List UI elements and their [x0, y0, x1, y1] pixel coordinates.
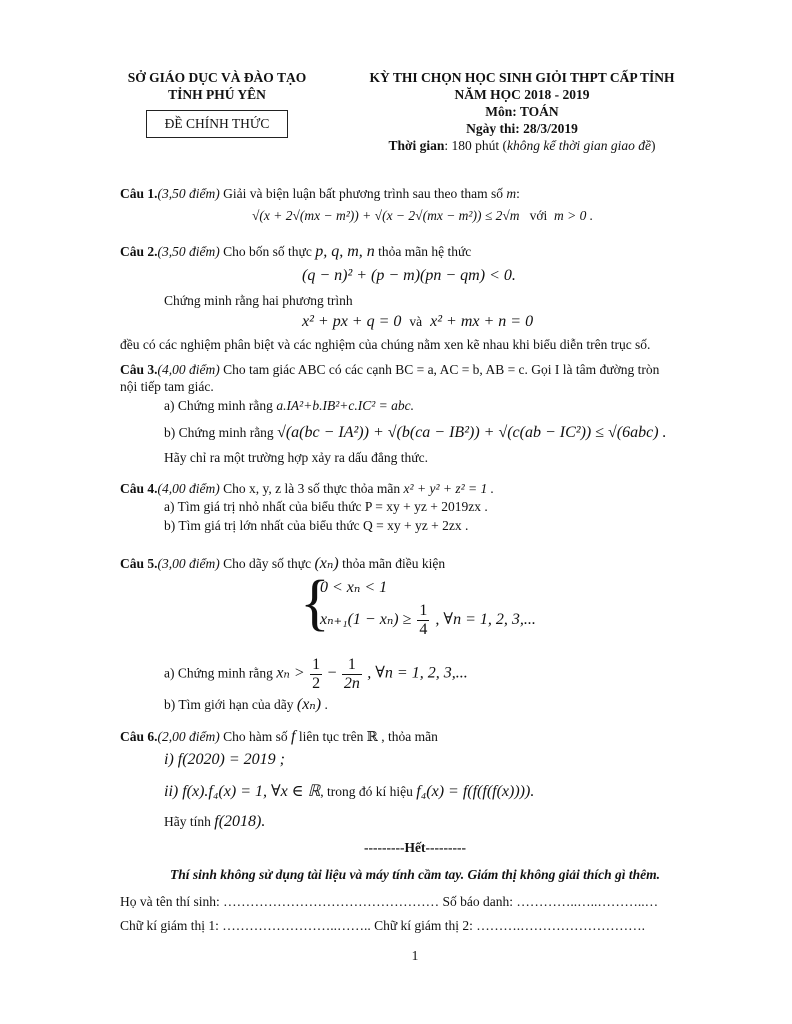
q3-label: Câu 3.: [120, 362, 158, 377]
school-year: NĂM HỌC 2018 - 2019: [454, 87, 590, 102]
q5-label: Câu 5.: [120, 556, 158, 571]
q2-condition: (q − n)² + (p − m)(pn − qm) < 0.: [302, 267, 516, 284]
question-4: [120, 481, 494, 497]
q5-a-num2: 1: [342, 656, 362, 675]
q2-label: Câu 2.: [120, 244, 158, 259]
q5-sys2-fraction: [417, 602, 429, 639]
q6-text2: liên tục trên ℝ , thỏa mãn: [295, 729, 438, 744]
q5-a-fraction1: [310, 656, 322, 693]
q3-a-formula: a.IA²+b.IB²+c.IC² = abc.: [276, 398, 415, 413]
q5-sys2-left: xₙ₊₁(1 − xₙ) ≥: [320, 611, 412, 629]
q2-equations: [302, 313, 533, 331]
end-marker: ---------Hết---------: [364, 840, 466, 855]
q3-text1: Cho tam giác ABC có các cạnh BC = a, AC = b, AB = c. Gọi I là tâm đường tròn: [219, 362, 660, 377]
q4-points: (4,00 điểm): [157, 481, 220, 496]
q4-part-b: b) Tìm giá trị lớn nhất của biểu thức Q = xy + yz + 2zx .: [164, 518, 469, 533]
q2-conclusion: đều có các nghiệm phân biệt và các nghiệm của chúng nằm xen kẽ nhau khi biểu diễn trên trục số.: [120, 337, 651, 352]
q2-points: (3,50 điểm): [157, 244, 220, 259]
q1-inequality: [252, 208, 593, 224]
q1-param: m: [506, 186, 517, 201]
q6-condition-i: i) f(2020) = 2019 ;: [164, 751, 285, 768]
q5-part-a: [164, 656, 468, 693]
question-5: [120, 553, 445, 573]
official-exam-box: ĐỀ CHÍNH THỨC: [146, 110, 288, 138]
q6-points: (2,00 điểm): [157, 729, 220, 744]
q3-b-formula: √(a(bc − IA²)) + √(b(ca − IB²)) + √(c(ab − IC²)) ≤ √(6abc) .: [277, 424, 667, 441]
q5-text1: Cho dãy số thực: [219, 556, 315, 571]
time-note: không kể thời gian giao đề: [506, 138, 652, 153]
q6-compute-value: f(2018).: [214, 813, 266, 830]
q5-sys2-num: 1: [419, 602, 428, 619]
q5-b-end: .: [321, 697, 328, 712]
q6-ii-text: , trong đó kí hiệu: [320, 784, 417, 799]
candidate-info-line: Họ và tên thí sinh: ………………………………………… Số báo danh: …………..…..………..…: [120, 894, 659, 909]
q4-text: Cho x, y, z là 3 số thực thỏa mãn: [219, 481, 404, 496]
q2-text1: Cho bốn số thực: [219, 244, 316, 259]
time-close: ): [651, 138, 656, 153]
q1-points: (3,50 điểm): [157, 186, 220, 201]
q6-compute-prefix: Hãy tính: [164, 814, 215, 829]
province-name: TỈNH PHÚ YÊN: [168, 87, 266, 102]
q5-b-prefix: b) Tìm giới hạn của dãy: [164, 697, 297, 712]
q4-part-a: a) Tìm giá trị nhỏ nhất của biểu thức P = xy + yz + 2019zx .: [164, 499, 488, 514]
q3-equality: Hãy chỉ ra một trường hợp xảy ra dấu đẳng thức.: [164, 450, 428, 465]
q5-a-left: xₙ >: [276, 664, 305, 682]
q3-part-b: [164, 424, 667, 442]
q2-eq2: x² + mx + n = 0: [430, 313, 534, 330]
q1-colon: :: [516, 186, 520, 201]
q3-b-prefix: b) Chứng minh rằng: [164, 425, 278, 440]
q5-a-fraction2: [342, 656, 362, 693]
q2-prove: Chứng minh rằng hai phương trình: [164, 293, 353, 308]
q6-f: f: [291, 728, 296, 745]
q2-eq1: x² + px + q = 0: [302, 313, 402, 330]
q3-text2: nội tiếp tam giác.: [120, 379, 214, 394]
q6-compute: [164, 813, 265, 831]
q1-label: Câu 1.: [120, 186, 158, 201]
q5-points: (3,00 điểm): [157, 556, 220, 571]
department-name: SỞ GIÁO DỤC VÀ ĐÀO TẠO: [127, 70, 307, 85]
q3-a-prefix: a) Chứng minh rằng: [164, 398, 277, 413]
q5-seq: (xₙ): [314, 555, 339, 572]
q5-a-num1: 1: [312, 656, 321, 673]
time-label: Thời gian: [388, 138, 445, 153]
subject: Môn: TOÁN: [485, 104, 559, 119]
question-1: [120, 186, 520, 202]
q4-label: Câu 4.: [120, 481, 158, 496]
question-3: [120, 362, 659, 378]
q5-sys2-den: 4: [419, 621, 428, 638]
q6-label: Câu 6.: [120, 729, 158, 744]
page-number: 1: [411, 948, 419, 963]
exam-time: [352, 138, 692, 154]
q5-system-line2: [320, 602, 536, 639]
q2-text2: thỏa mãn hệ thức: [374, 244, 472, 259]
q2-vars: p, q, m, n: [315, 243, 375, 260]
proctor-signature-line: Chữ kí giám thị 1: ……………………..…….. Chữ kí giám thị 2: ……….……………………….: [120, 918, 646, 933]
q5-a-den1: 2: [312, 675, 321, 692]
q5-a-den2: 2n: [343, 675, 360, 692]
question-2: [120, 243, 471, 261]
q1-condition: m > 0 .: [554, 208, 594, 223]
q6-ii-prefix: ii) f(x).f₄(x) = 1, ∀x ∈ ℝ: [164, 783, 321, 800]
q5-system-brace: {: [300, 569, 330, 637]
question-6: [120, 728, 438, 746]
q5-a-minus: −: [327, 664, 337, 682]
exam-rules-note: Thí sinh không sử dụng tài liệu và máy tính cầm tay. Giám thị không giải thích gì thêm.: [170, 867, 660, 882]
q6-condition-ii: [164, 781, 534, 801]
q3-points: (4,00 điểm): [157, 362, 220, 377]
time-value: : 180 phút (: [444, 138, 507, 153]
q5-system-line1: 0 < xₙ < 1: [320, 579, 388, 596]
q5-b-seq: (xₙ): [296, 696, 322, 713]
exam-title: KỲ THI CHỌN HỌC SINH GIỎI THPT CẤP TỈNH: [369, 70, 675, 85]
q5-text2: thỏa mãn điều kiện: [338, 556, 446, 571]
exam-date: Ngày thi: 28/3/2019: [466, 121, 578, 136]
q5-part-b: [164, 694, 328, 714]
q2-and: và: [409, 314, 423, 329]
q6-ii-def: f₄(x) = f(f(f(f(x)))).: [416, 783, 535, 800]
q5-sys2-right: , ∀n = 1, 2, 3,...: [435, 611, 536, 629]
q5-a-right: , ∀n = 1, 2, 3,...: [367, 664, 468, 682]
q1-with: với: [529, 208, 548, 223]
q4-condition: x² + y² + z² = 1 .: [403, 481, 495, 496]
q1-text: Giải và biện luận bất phương trình sau theo tham số: [219, 186, 507, 201]
q3-part-a: [164, 398, 414, 414]
q1-formula: √(x + 2√(mx − m²)) + √(x − 2√(mx − m²)) ≤ 2√m: [252, 208, 520, 223]
q6-text1: Cho hàm số: [219, 729, 292, 744]
q5-a-prefix: a) Chứng minh rằng: [164, 665, 277, 681]
